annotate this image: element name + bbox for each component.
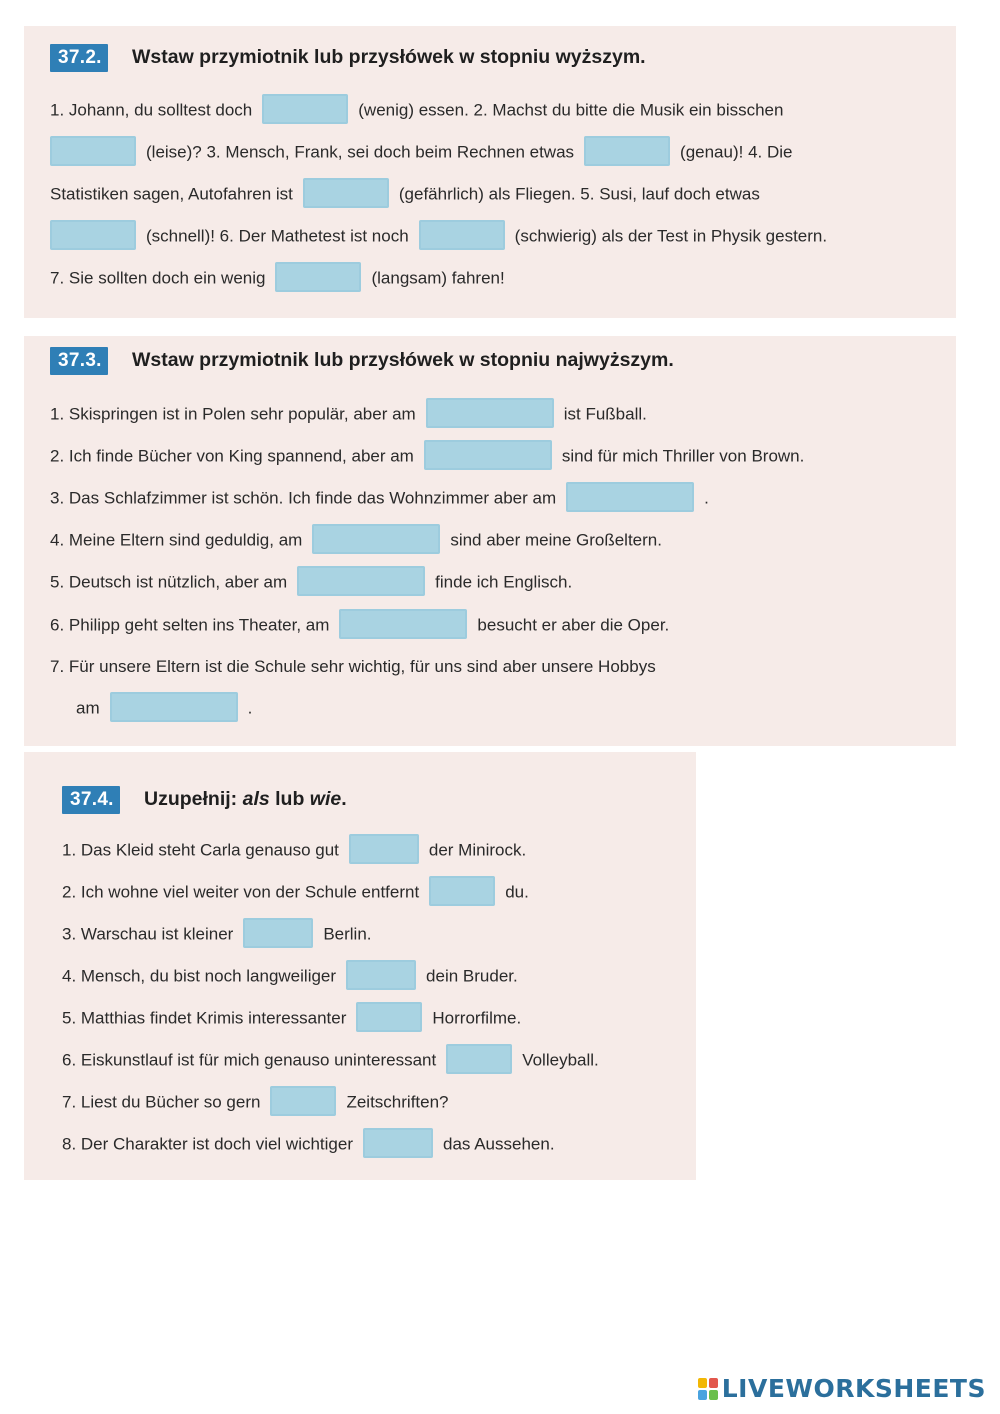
answer-blank[interactable] [446,1044,512,1074]
exercise-line [50,402,647,428]
sentence-text: Volleyball. [522,1050,599,1070]
sentence-text: 7. Liest du Bücher so gern [62,1092,261,1112]
exercise-number-badge: 37.3. [50,347,108,375]
title-text: wie [309,788,342,810]
sentence-text: 6. Eiskunstlauf ist für mich genauso uninteressant [62,1050,437,1070]
logo-square [709,1378,718,1388]
answer-blank[interactable] [346,960,416,990]
exercise-line [62,1048,599,1074]
logo-square [698,1378,707,1388]
logo-icon [698,1378,718,1400]
sentence-text: . [247,698,253,718]
sentence-text: du. [505,882,529,902]
answer-blank[interactable] [275,262,361,292]
exercise-line [50,570,572,596]
sentence-text: (wenig) essen. 2. Machst du bitte die Musik ein bisschen [358,100,784,120]
answer-blank[interactable] [312,524,440,554]
exercise-line [62,1132,555,1158]
answer-blank[interactable] [262,94,348,124]
sentence-text: Statistiken sagen, Autofahren ist [50,184,293,204]
exercise-line [50,140,792,166]
exercise-line [62,880,529,906]
answer-blank[interactable] [566,482,694,512]
sentence-text: 3. Warschau ist kleiner [62,924,234,944]
sentence-text: ist Fußball. [563,404,647,424]
answer-blank[interactable] [363,1128,433,1158]
sentence-text: dein Bruder. [426,966,518,986]
exercise-line [62,964,518,990]
sentence-text: 1. Das Kleid steht Carla genauso gut [62,840,339,860]
exercise-line [50,182,760,208]
exercise-line [62,922,372,948]
sentence-text: Horrorfilme. [432,1008,522,1028]
exercise-line [62,838,526,864]
exercise-line [50,444,804,470]
exercise-line [50,98,783,124]
sentence-text: der Minirock. [428,840,527,860]
exercise-title [144,788,347,811]
sentence-text: . [704,488,709,508]
answer-blank[interactable] [50,220,136,250]
exercise-line [50,613,669,639]
sentence-text: 3. Das Schlafzimmer ist schön. Ich finde das Wohnzimmer aber am [50,488,557,508]
answer-blank[interactable] [297,566,425,596]
exercise-title: Wstaw przymiotnik lub przysłówek w stopniu najwyższym. [132,349,674,371]
sentence-text: das Aussehen. [443,1134,555,1154]
answer-blank[interactable] [50,136,136,166]
exercise-line [50,266,505,292]
sentence-text: sind aber meine Großeltern. [450,530,662,550]
sentence-text: 1. Johann, du solltest doch [50,100,253,120]
answer-blank[interactable] [356,1002,422,1032]
sentence-text: sind für mich Thriller von Brown. [561,446,805,466]
logo-square [709,1390,718,1400]
sentence-text: 6. Philipp geht selten ins Theater, am [50,615,330,635]
answer-blank[interactable] [419,220,505,250]
answer-blank[interactable] [349,834,419,864]
sentence-text: (langsam) fahren! [371,268,505,288]
sentence-text: finde ich Englisch. [435,572,573,592]
sentence-text: (leise)? 3. Mensch, Frank, sei doch beim Rechnen etwas [146,142,575,162]
sentence-text: (schnell)! 6. Der Mathetest ist noch [146,226,409,246]
sentence-text: 7. Sie sollten doch ein wenig [50,268,266,288]
answer-blank[interactable] [429,876,495,906]
exercise-line [50,486,709,512]
sentence-text: (gefährlich) als Fliegen. 5. Susi, lauf doch etwas [398,184,760,204]
answer-blank[interactable] [110,692,238,722]
sentence-text: 4. Mensch, du bist noch langweiliger [62,966,337,986]
exercise-line [76,696,252,722]
sentence-text: besucht er aber die Oper. [477,615,670,635]
liveworksheets-logo [698,1374,986,1403]
title-text: Uzupełnij: [144,788,238,810]
logo-square [698,1390,707,1400]
answer-blank[interactable] [270,1086,336,1116]
sentence-text: 1. Skispringen ist in Polen sehr populär, aber am [50,404,416,424]
answer-blank[interactable] [303,178,389,208]
exercise-line [50,655,656,679]
sentence-text: 5. Matthias findet Krimis interessanter [62,1008,347,1028]
exercise-line [62,1006,521,1032]
sentence-text: 8. Der Charakter ist doch viel wichtiger [62,1134,354,1154]
answer-blank[interactable] [426,398,554,428]
answer-blank[interactable] [424,440,552,470]
sentence-text: Berlin. [323,924,372,944]
exercise-title: Wstaw przymiotnik lub przysłówek w stopniu wyższym. [132,46,646,68]
exercise-line [62,1090,449,1116]
title-text: lub [275,788,305,810]
sentence-text: (schwierig) als der Test in Physik gestern. [514,226,828,246]
sentence-text: am [76,698,100,718]
title-text: als [242,788,270,810]
exercise-line [50,224,827,250]
answer-blank[interactable] [243,918,313,948]
sentence-text: 5. Deutsch ist nützlich, aber am [50,572,288,592]
sentence-text: 2. Ich wohne viel weiter von der Schule entfernt [62,882,420,902]
sentence-text: Zeitschriften? [346,1092,449,1112]
sentence-text: 2. Ich finde Bücher von King spannend, aber am [50,446,414,466]
sentence-text: (genau)! 4. Die [680,142,793,162]
title-text: . [341,788,347,810]
exercise-number-badge: 37.2. [50,44,108,72]
logo-text: LIVEWORKSHEETS [721,1374,986,1403]
sentence-text: 7. Für unsere Eltern ist die Schule sehr wichtig, für uns sind aber unsere Hobbys [50,657,656,676]
answer-blank[interactable] [339,609,467,639]
answer-blank[interactable] [584,136,670,166]
sentence-text: 4. Meine Eltern sind geduldig, am [50,530,303,550]
exercise-line [50,528,662,554]
exercise-number-badge: 37.4. [62,786,120,814]
